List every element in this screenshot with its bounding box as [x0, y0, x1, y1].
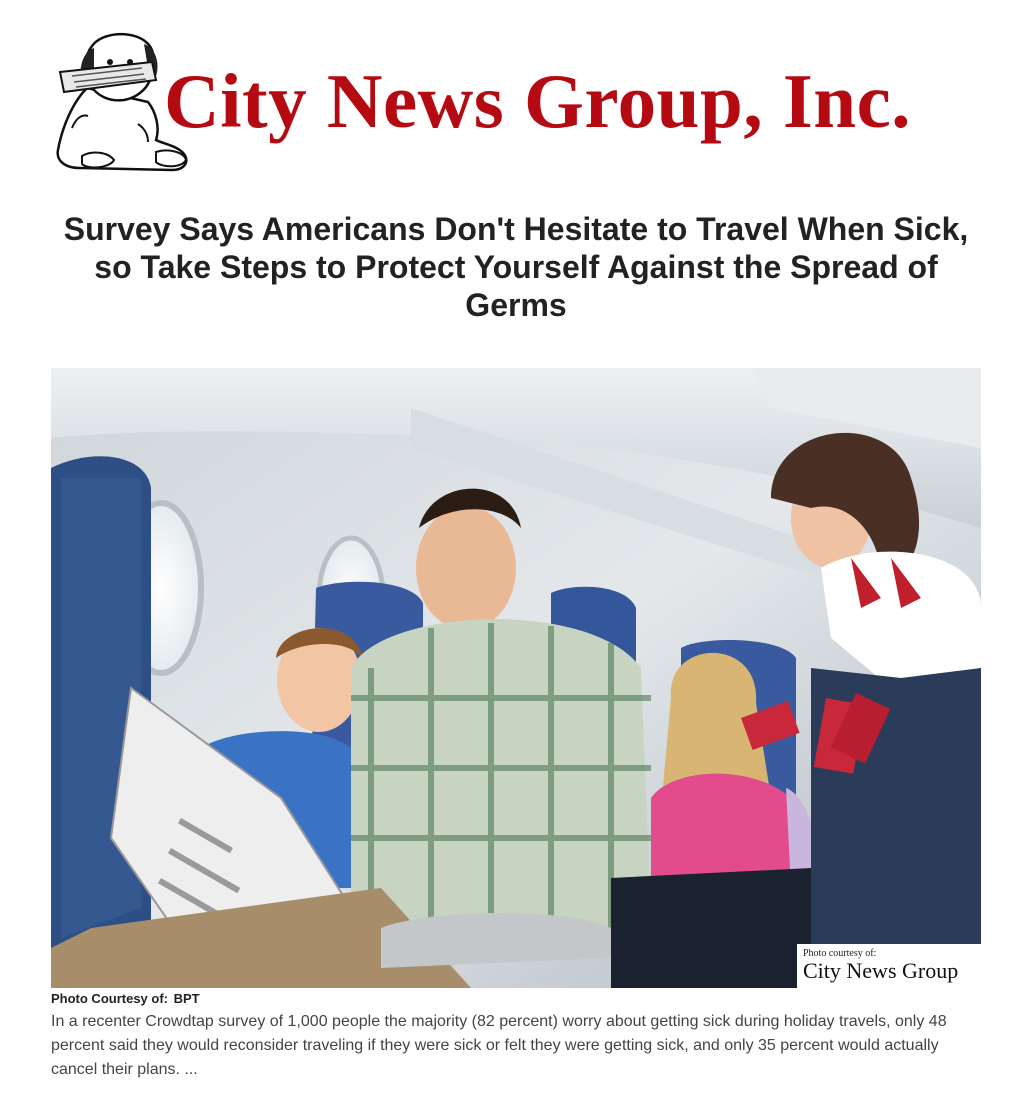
badge-caption-brand: City News Group — [803, 958, 959, 983]
photo-credit-value: BPT — [173, 991, 200, 1006]
article-summary: In a recenter Crowdtap survey of 1,000 people the majority (82 percent) worry about getting sick during holiday travels, only 48 percent said they would reconsider traveling if they were sick or felt they were getting sick, and only 35 percent would actually cancel their plans. ... — [51, 1013, 947, 1078]
brand-name[interactable]: City News Group, Inc. — [164, 58, 912, 144]
masthead — [52, 28, 982, 173]
photo-credit — [51, 991, 200, 1007]
photo-courtesy-badge — [797, 944, 981, 988]
article-headline[interactable]: Survey Says Americans Don't Hesitate to Travel When Sick, so Take Steps to Protect Yourself Against the Spread of Germs — [63, 211, 969, 323]
photo-illustration — [51, 368, 981, 988]
photo-credit-label: Photo Courtesy of: — [51, 991, 168, 1006]
article-photo[interactable] — [51, 368, 981, 988]
badge-caption-small: Photo courtesy of: — [803, 948, 877, 959]
